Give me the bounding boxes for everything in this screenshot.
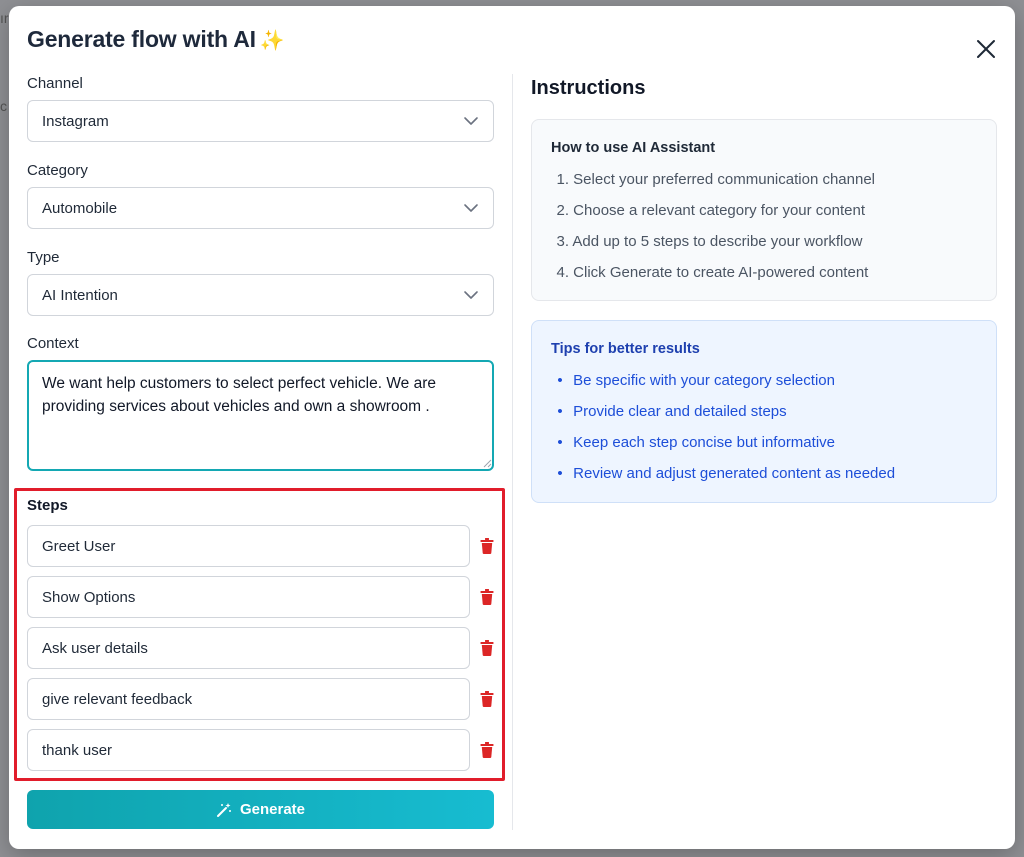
type-select[interactable] bbox=[27, 274, 494, 316]
bullet-icon: • bbox=[557, 434, 563, 451]
channel-select[interactable] bbox=[27, 100, 494, 142]
step-input-5[interactable] bbox=[27, 729, 470, 771]
list-item bbox=[551, 434, 895, 465]
list-item bbox=[551, 403, 895, 434]
type-label: Type bbox=[27, 249, 60, 266]
trash-icon[interactable] bbox=[480, 691, 494, 707]
column-divider bbox=[512, 74, 513, 830]
list-item-text: Keep each step concise but informative bbox=[573, 434, 835, 451]
modal-title-text: Generate flow with AI bbox=[27, 26, 256, 52]
chevron-down-icon bbox=[463, 200, 479, 216]
bullet-icon: • bbox=[557, 372, 563, 389]
list-item-text: Review and adjust generated content as needed bbox=[573, 465, 896, 482]
list-number: 2. bbox=[556, 202, 569, 219]
magic-wand-icon bbox=[216, 802, 232, 818]
list-item-text: Add up to 5 steps to describe your workflow bbox=[572, 233, 863, 250]
context-textarea[interactable] bbox=[27, 360, 494, 471]
type-value: AI Intention bbox=[42, 286, 118, 304]
backdrop-text: c bbox=[0, 98, 7, 114]
list-number: 3. bbox=[556, 233, 569, 250]
list-item-text: Choose a relevant category for your content bbox=[573, 202, 866, 219]
steps-label: Steps bbox=[27, 497, 68, 514]
trash-icon[interactable] bbox=[480, 640, 494, 656]
generate-button[interactable] bbox=[27, 790, 494, 829]
step-input-2[interactable] bbox=[27, 576, 470, 618]
list-number: 1. bbox=[556, 171, 569, 188]
how-to-list bbox=[551, 171, 875, 295]
category-label: Category bbox=[27, 162, 88, 179]
generate-flow-modal bbox=[9, 6, 1015, 849]
channel-label: Channel bbox=[27, 75, 83, 92]
backdrop-text: ır bbox=[0, 10, 9, 26]
tips-title: Tips for better results bbox=[551, 341, 700, 357]
list-item bbox=[551, 465, 895, 496]
list-item bbox=[551, 372, 895, 403]
instructions-title: Instructions bbox=[531, 77, 646, 99]
sparkles-icon: ✨ bbox=[259, 30, 285, 52]
modal-title bbox=[27, 26, 285, 53]
step-input-4[interactable] bbox=[27, 678, 470, 720]
resize-handle-icon[interactable] bbox=[482, 458, 492, 468]
list-item-text: Be specific with your category selection bbox=[573, 372, 835, 389]
category-select[interactable] bbox=[27, 187, 494, 229]
step-input-3[interactable] bbox=[27, 627, 470, 669]
how-to-title: How to use AI Assistant bbox=[551, 140, 716, 156]
list-item-text: Provide clear and detailed steps bbox=[573, 403, 787, 420]
list-item-text: Click Generate to create AI-powered content bbox=[573, 264, 869, 281]
tips-card bbox=[531, 320, 997, 503]
chevron-down-icon bbox=[463, 287, 479, 303]
close-icon[interactable] bbox=[975, 38, 997, 60]
trash-icon[interactable] bbox=[480, 742, 494, 758]
bullet-icon: • bbox=[557, 403, 563, 420]
how-to-card bbox=[531, 119, 997, 301]
chevron-down-icon bbox=[463, 113, 479, 129]
trash-icon[interactable] bbox=[480, 538, 494, 554]
list-item bbox=[551, 171, 875, 202]
context-label: Context bbox=[27, 335, 79, 352]
list-number: 4. bbox=[556, 264, 569, 281]
list-item bbox=[551, 202, 875, 233]
bullet-icon: • bbox=[557, 465, 563, 482]
step-input-1[interactable] bbox=[27, 525, 470, 567]
list-item-text: Select your preferred communication channel bbox=[573, 171, 875, 188]
trash-icon[interactable] bbox=[480, 589, 494, 605]
tips-list bbox=[551, 372, 895, 496]
list-item bbox=[551, 233, 875, 264]
category-value: Automobile bbox=[42, 199, 118, 217]
channel-value: Instagram bbox=[42, 112, 109, 130]
generate-label: Generate bbox=[239, 801, 306, 818]
list-item bbox=[551, 264, 875, 295]
